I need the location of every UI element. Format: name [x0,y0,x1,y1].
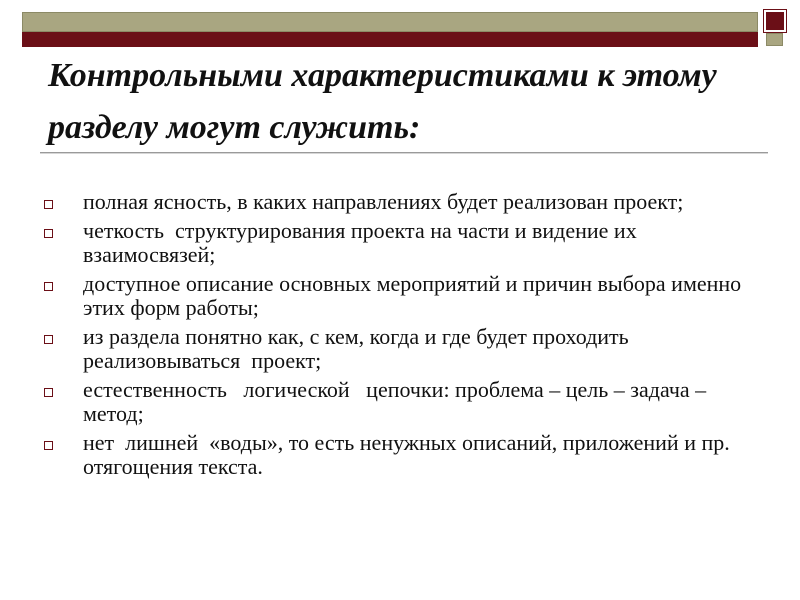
square-bullet-icon [44,200,53,209]
header-maroon-bar [22,32,758,47]
header-olive-bar [22,12,758,32]
bullet-text: нет лишней «воды», то есть ненужных описаний, приложений и пр. отягощения текста. [83,430,736,479]
corner-maroon-square [764,10,786,32]
bullet-text: естественность логической цепочки: проблема – цель – задача – метод; [83,377,712,426]
bullet-text: из раздела понятно как, с кем, когда и где будет проходить реализовываться проект; [83,324,635,373]
list-item [44,190,764,214]
list-item [44,378,764,426]
square-bullet-icon [44,441,53,450]
square-bullet-icon [44,229,53,238]
slide-title: Контрольными характеристиками к этому разделу могут служить: [48,57,717,146]
list-item [44,272,764,320]
bullet-list [44,190,764,484]
square-bullet-icon [44,388,53,397]
list-item [44,219,764,267]
bullet-text: полная ясность, в каких направлениях будет реализован проект; [83,189,684,214]
corner-olive-square [766,33,783,46]
square-bullet-icon [44,335,53,344]
list-item [44,431,764,479]
title-divider [40,152,768,154]
bullet-text: доступное описание основных мероприятий и причин выбора именно этих форм работы; [83,271,747,320]
list-item [44,325,764,373]
square-bullet-icon [44,282,53,291]
bullet-text: четкость структурирования проекта на части и видение их взаимосвязей; [83,218,643,267]
